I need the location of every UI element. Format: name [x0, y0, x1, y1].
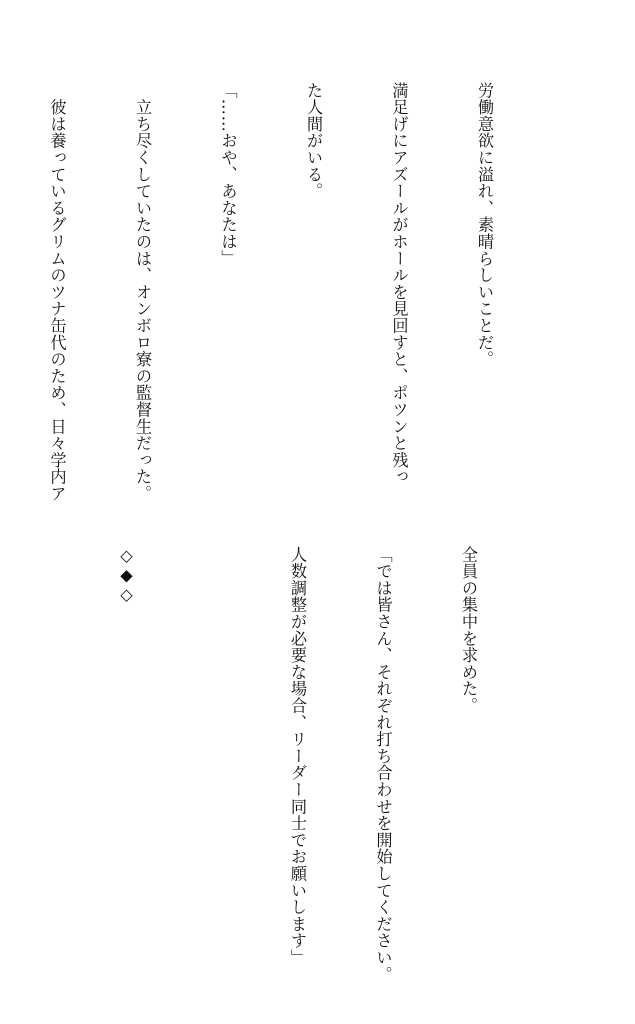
section-break-mark: ◇◆◇ [117, 546, 136, 605]
text-line: た人間がいる。 [304, 82, 323, 200]
blank-line [26, 546, 55, 966]
text-line: 「……おや、あなたは」 [218, 82, 238, 267]
text-line: 彼は養っているグリムのツナ缶代のため、日々学内ア [47, 82, 67, 502]
upper-text-block [0, 82, 555, 502]
text-line: 全員の集中を求めた。 [459, 546, 478, 714]
text-line: 人数調整が必要な場合、リーダー同士でお願いします」 [288, 546, 307, 966]
text-line: 立ち尽くしていたのは、オンボロ寮の監督生だった。 [133, 82, 152, 502]
lower-text-block [0, 546, 539, 983]
text-line: 労働意欲に溢れ、素晴らしいことだ。 [475, 82, 494, 368]
blank-line [197, 546, 226, 966]
text-line: 満足げにアズールがホールを見回すと、ポツンと残っ [389, 82, 409, 486]
text-line: 「では皆さん、それぞれ打ち合わせを開始してください。 [373, 546, 393, 983]
